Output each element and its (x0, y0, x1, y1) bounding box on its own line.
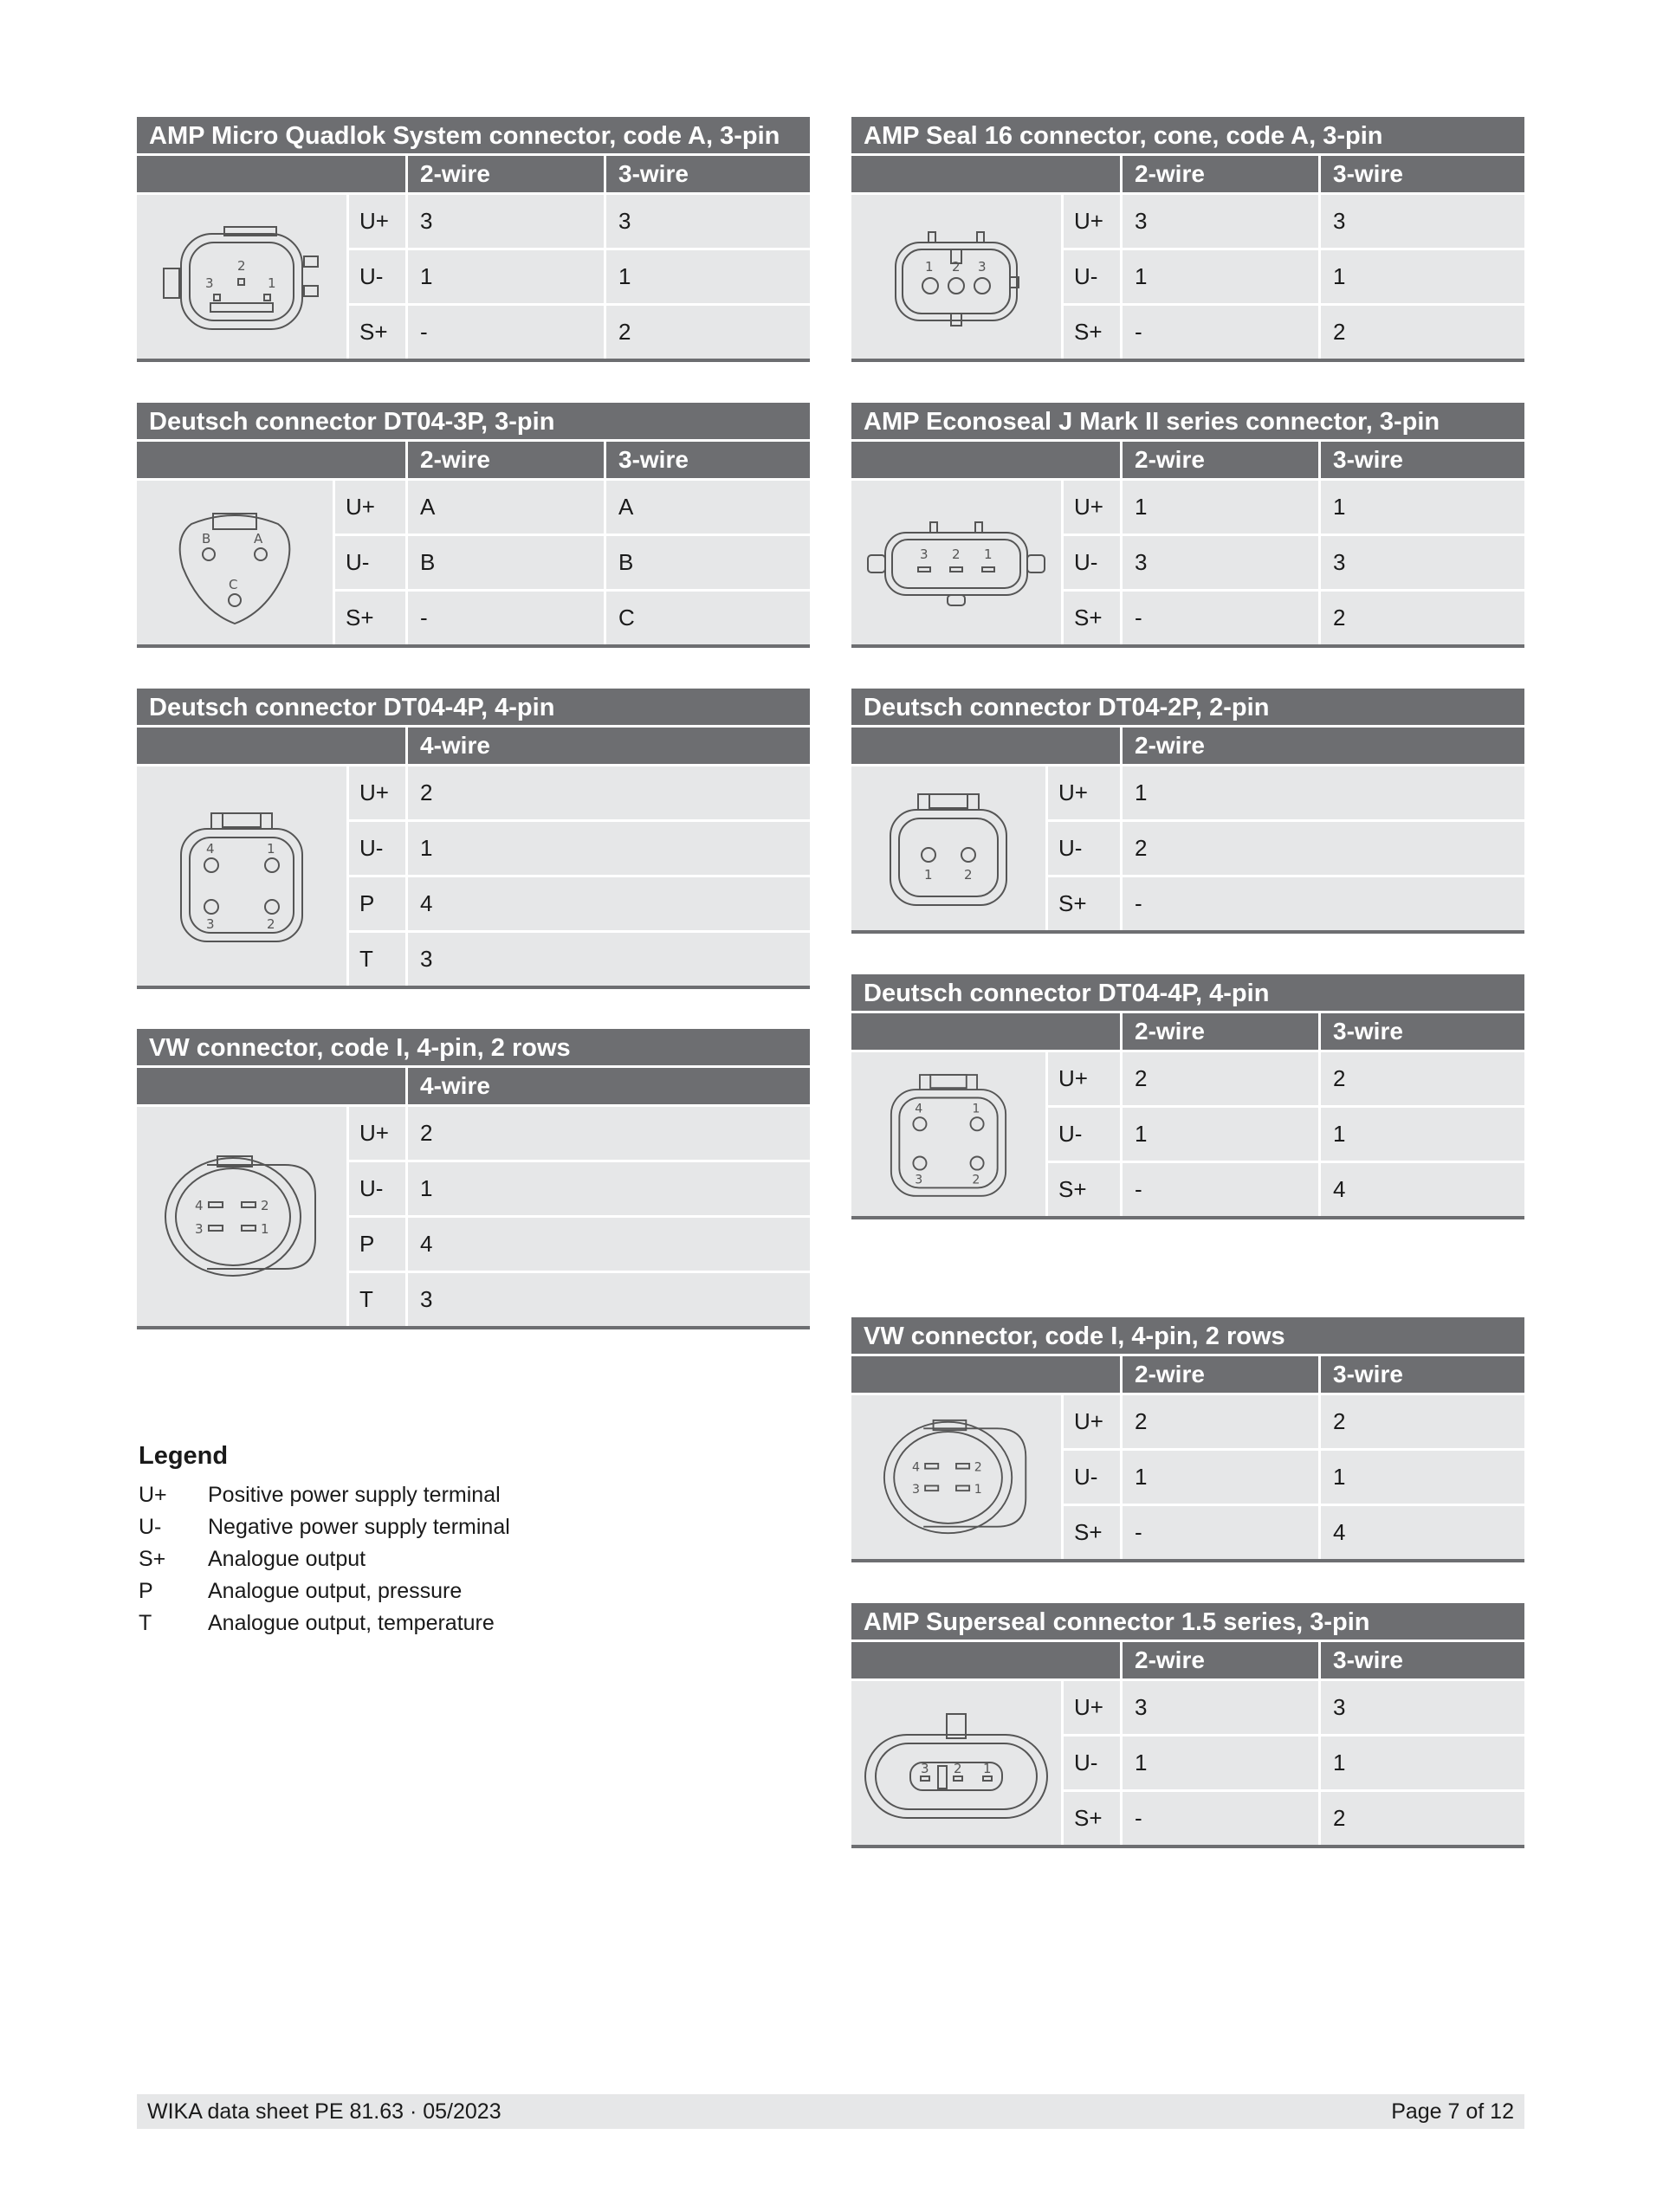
table-row: U+ 3 3 (1064, 195, 1524, 250)
table-row: S+ - (1048, 877, 1524, 930)
table-row: U+ 1 1 (1064, 481, 1524, 536)
col-header: 2-wire (408, 442, 606, 478)
table-deutsch-dt04-2p (851, 689, 1524, 934)
table-row: U- 1 1 (349, 250, 810, 306)
svg-text:3: 3 (920, 546, 929, 562)
footer-document-id: WIKA data sheet PE 81.63 · 05/2023 (147, 2099, 501, 2124)
svg-text:3: 3 (921, 1760, 929, 1776)
svg-text:A: A (254, 530, 263, 547)
table-row: U- 1 (349, 1162, 810, 1218)
seal16-connector-icon (870, 208, 1043, 346)
legend-item: S+ Analogue output (139, 1547, 366, 1571)
table-deutsch-dt04-4p-4wire (137, 689, 810, 989)
col-header: 2-wire (1123, 156, 1321, 192)
table-row: S+ - 2 (1064, 1792, 1524, 1845)
table-amp-micro-quadlok (137, 117, 810, 362)
table-row: U+ A A (335, 481, 810, 536)
table-row: P 4 (349, 877, 810, 933)
svg-text:B: B (202, 530, 211, 547)
table-row: S+ - 2 (1064, 306, 1524, 359)
table-row: U+ 2 2 (1064, 1395, 1524, 1451)
svg-text:2: 2 (267, 915, 275, 932)
connector-diagram (137, 481, 335, 644)
legend (139, 1442, 510, 1640)
table-row: U+ 1 (1048, 766, 1524, 822)
table-vw-connector (851, 1317, 1524, 1562)
table-row: T 3 (349, 1273, 810, 1326)
col-header: 2-wire (1123, 728, 1524, 764)
col-header: 2-wire (1123, 1642, 1321, 1678)
svg-text:2: 2 (954, 1760, 962, 1776)
svg-text:2: 2 (952, 258, 961, 275)
table-row: U- 1 1 (1064, 1451, 1524, 1506)
table-row: S+ - 4 (1048, 1163, 1524, 1216)
table-title: VW connector, code I, 4-pin, 2 rows (137, 1029, 810, 1068)
col-header: 2-wire (408, 156, 606, 192)
col-header: 3-wire (1321, 1642, 1524, 1678)
table-row: U+ 2 (349, 766, 810, 822)
table-row: U+ 2 (349, 1107, 810, 1162)
table-amp-econoseal (851, 403, 1524, 648)
superseal-connector-icon (857, 1698, 1056, 1828)
svg-text:4: 4 (912, 1459, 921, 1474)
table-row: U- 1 1 (1048, 1108, 1524, 1163)
table-title: AMP Econoseal J Mark II series connector, 3-pin (851, 403, 1524, 442)
vw-connector-icon (870, 1404, 1043, 1551)
table-row: U+ 3 3 (1064, 1681, 1524, 1737)
svg-text:3: 3 (205, 275, 214, 291)
table-title: AMP Superseal connector 1.5 series, 3-pin (851, 1603, 1524, 1642)
connector-diagram (851, 1681, 1064, 1845)
connector-diagram (851, 195, 1064, 359)
svg-text:2: 2 (974, 1459, 982, 1474)
vw-connector-icon (155, 1139, 328, 1295)
svg-text:3: 3 (195, 1220, 204, 1237)
table-amp-superseal (851, 1603, 1524, 1848)
col-header: 2-wire (1123, 442, 1321, 478)
footer-page-number: Page 7 of 12 (1391, 2099, 1514, 2124)
legend-title: Legend (139, 1442, 229, 1470)
table-deutsch-dt04-3p (137, 403, 810, 648)
svg-text:1: 1 (972, 1102, 980, 1116)
col-header: 3-wire (1321, 1356, 1524, 1393)
svg-text:1: 1 (974, 1482, 982, 1497)
svg-text:4: 4 (915, 1102, 923, 1116)
svg-text:1: 1 (267, 840, 275, 857)
svg-text:4: 4 (195, 1197, 204, 1213)
col-header: 2-wire (1123, 1013, 1321, 1050)
table-row: U- B B (335, 536, 810, 592)
svg-text:C: C (229, 576, 238, 592)
dt2p-connector-icon (875, 775, 1022, 922)
table-row: U- 1 (349, 822, 810, 877)
connector-diagram (137, 766, 349, 986)
svg-text:3: 3 (912, 1482, 921, 1497)
legend-item: U+ Positive power supply terminal (139, 1483, 501, 1507)
table-row: S+ - 4 (1064, 1506, 1524, 1559)
col-header: 3-wire (1321, 156, 1524, 192)
svg-text:1: 1 (268, 275, 276, 291)
col-header: 3-wire (1321, 1013, 1524, 1050)
svg-text:1: 1 (984, 546, 993, 562)
legend-item: T Analogue output, temperature (139, 1611, 495, 1635)
legend-item: U- Negative power supply terminal (139, 1515, 510, 1539)
table-row: P 4 (349, 1218, 810, 1273)
table-row: U- 3 3 (1064, 536, 1524, 592)
table-vw-connector-4wire (137, 1029, 810, 1329)
table-amp-seal-16 (851, 117, 1524, 362)
svg-text:2: 2 (952, 546, 961, 562)
col-header: 4-wire (408, 1068, 810, 1104)
svg-text:1: 1 (925, 258, 934, 275)
table-row: S+ - 2 (349, 306, 810, 359)
connector-diagram (851, 766, 1048, 930)
col-header: 3-wire (606, 442, 810, 478)
svg-text:1: 1 (924, 866, 933, 883)
table-row: S+ - 2 (1064, 592, 1524, 644)
col-header: 3-wire (1321, 442, 1524, 478)
table-row: U- 2 (1048, 822, 1524, 877)
connector-diagram (851, 481, 1064, 644)
col-header: 2-wire (1123, 1356, 1321, 1393)
connector-diagram (137, 1107, 349, 1326)
table-title: VW connector, code I, 4-pin, 2 rows (851, 1317, 1524, 1356)
legend-item: P Analogue output, pressure (139, 1579, 463, 1603)
svg-text:1: 1 (261, 1220, 269, 1237)
table-row: T 3 (349, 933, 810, 986)
header-row (137, 156, 810, 195)
svg-text:4: 4 (206, 840, 215, 857)
table-row: U- 1 1 (1064, 1737, 1524, 1792)
quadlok-connector-icon (155, 208, 328, 346)
svg-text:2: 2 (261, 1197, 269, 1213)
svg-text:3: 3 (915, 1173, 923, 1187)
svg-text:1: 1 (983, 1760, 992, 1776)
econoseal-connector-icon (861, 498, 1052, 628)
dt4p-connector-icon (875, 1057, 1022, 1213)
table-title: AMP Micro Quadlok System connector, code A, 3-pin (137, 117, 810, 156)
table-title: Deutsch connector DT04-4P, 4-pin (851, 974, 1524, 1013)
table-title: AMP Seal 16 connector, cone, code A, 3-pin (851, 117, 1524, 156)
svg-text:3: 3 (978, 258, 987, 275)
connector-diagram (851, 1395, 1064, 1559)
connector-diagram (137, 195, 349, 359)
svg-text:2: 2 (972, 1173, 980, 1187)
table-row: U+ 3 3 (349, 195, 810, 250)
table-title: Deutsch connector DT04-3P, 3-pin (137, 403, 810, 442)
svg-text:3: 3 (206, 915, 215, 932)
page-footer (137, 2094, 1524, 2129)
connector-diagram (851, 1052, 1048, 1216)
dt4p-connector-icon (164, 794, 320, 959)
table-title: Deutsch connector DT04-4P, 4-pin (137, 689, 810, 728)
dt3p-connector-icon (157, 489, 313, 637)
table-deutsch-dt04-4p (851, 974, 1524, 1219)
table-row: S+ - C (335, 592, 810, 644)
svg-text:2: 2 (964, 866, 973, 883)
table-row: U- 1 1 (1064, 250, 1524, 306)
table-title: Deutsch connector DT04-2P, 2-pin (851, 689, 1524, 728)
table-row: U+ 2 2 (1048, 1052, 1524, 1108)
col-header: 3-wire (606, 156, 810, 192)
col-header: 4-wire (408, 728, 810, 764)
svg-text:2: 2 (237, 257, 246, 274)
